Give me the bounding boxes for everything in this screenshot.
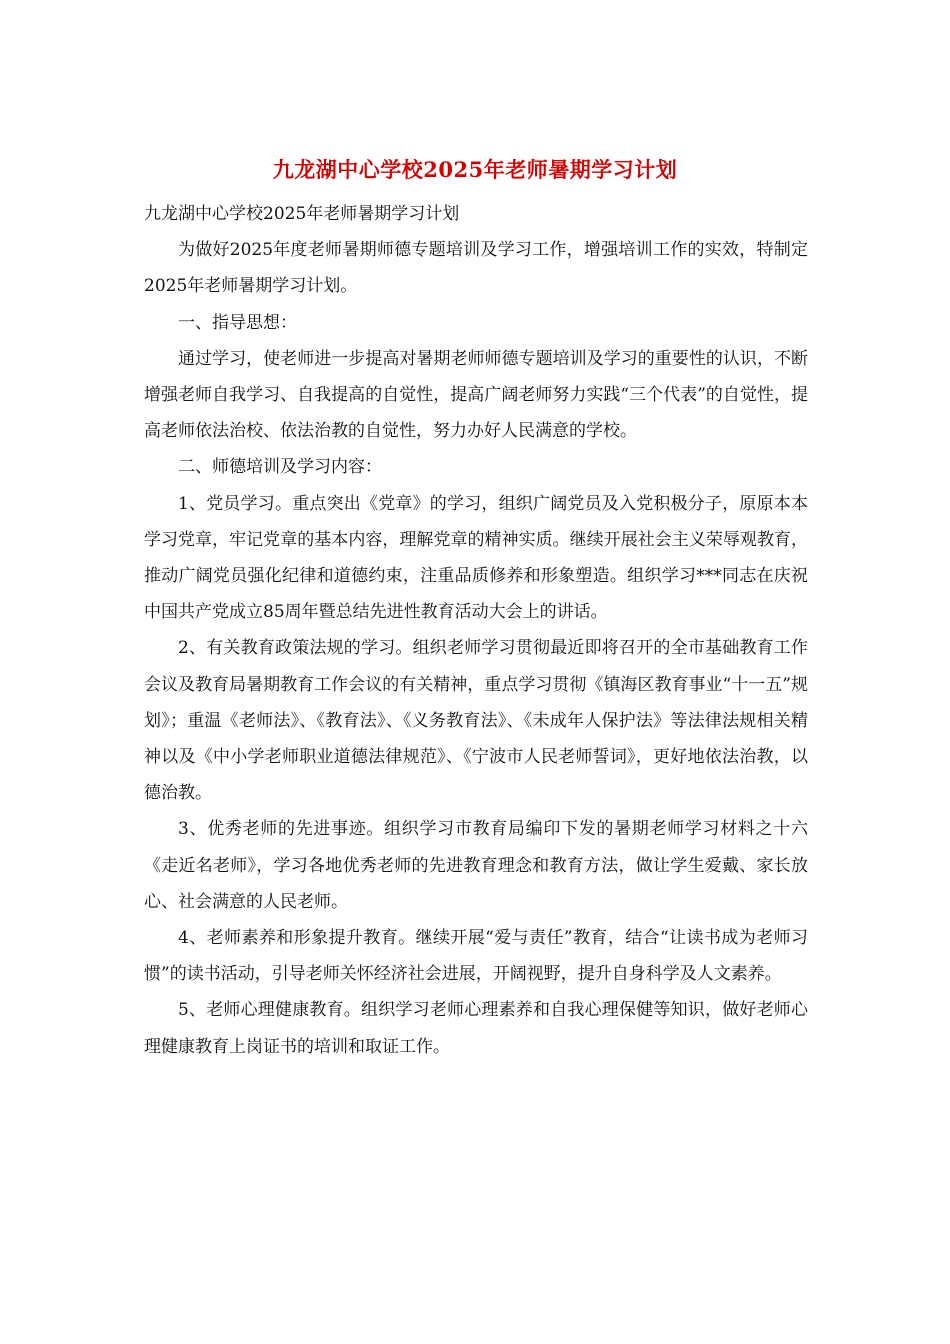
- guiding-ideology-paragraph: 通过学习，使老师进一步提高对暑期老师师德专题培训及学习的重要性的认识，不断增强老师自我学习、自我提高的自觉性，提高广阔老师努力实践“三个代表”的自觉性，提高老师依法治校、依法治教的自觉性，努力办好人民满意的学校。: [144, 348, 808, 442]
- section-heading-training-content: 二、师德培训及学习内容：: [178, 457, 382, 478]
- intro-paragraph: 为做好2025年度老师暑期师德专题培训及学习工作，增强培训工作的实效，特制定2025年老师暑期学习计划。: [144, 240, 808, 297]
- document-title: 九龙湖中心学校2025年老师暑期学习计划: [272, 157, 678, 182]
- item-policy-law-study: 2、有关教育政策法规的学习。组织老师学习贯彻最近即将召开的全市基础教育工作会议及教育局暑期教育工作会议的有关精神，重点学习贯彻《镇海区教育事业“十一五”规划》；重温《老师法》、《教育法》、《义务教育法》、《未成年人保护法》等法律法规相关精神以及《中小学老师职业道德法律规范》、《宁波市人民老师誓词》，更好地依法治教，以德治教。: [144, 638, 808, 804]
- document-body: [144, 196, 808, 1065]
- item-party-member-study: 1、党员学习。重点突出《党章》的学习，组织广阔党员及入党积极分子，原原本本学习党章，牢记党章的基本内容，理解党章的精神实质。继续开展社会主义荣辱观教育，推动广阔党员强化纪律和道德约束，注重品质修养和形象塑造。组织学习***同志在庆祝中国共产党成立85周年暨总结先进性教育活动大会上的讲话。: [144, 493, 808, 623]
- subtitle-line: 九龙湖中心学校2025年老师暑期学习计划: [144, 204, 460, 224]
- item-mental-health: 5、老师心理健康教育。组织学习老师心理素养和自我心理保健等知识，做好老师心理健康教育上岗证书的培训和取证工作。: [144, 1000, 808, 1057]
- item-excellent-teachers: 3、优秀老师的先进事迹。组织学习市教育局编印下发的暑期老师学习材料之十六《走近名老师》，学习各地优秀老师的先进教育理念和教育方法，做让学生爱戴、家长放心、社会满意的人民老师。: [144, 819, 808, 912]
- item-quality-image: 4、老师素养和形象提升教育。继续开展“爱与责任”教育，结合“让读书成为老师习惯”的读书活动，引导老师关怀经济社会进展，开阔视野，提升自身科学及人文素养。: [144, 928, 808, 985]
- section-heading-guiding-ideology: 一、指导思想：: [178, 312, 297, 333]
